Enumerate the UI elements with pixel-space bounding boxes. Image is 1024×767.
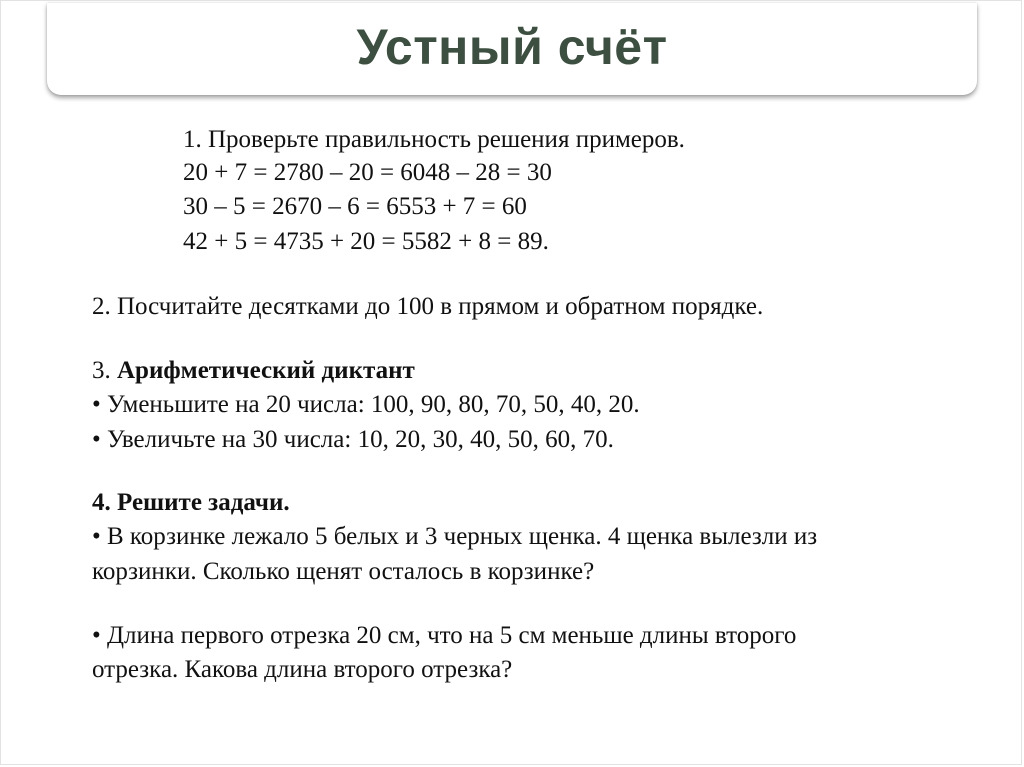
- task4-problem1-line: корзинки. Сколько щенят осталось в корзинке?: [92, 558, 595, 585]
- task2-text: 2. Посчитайте десятками до 100 в прямом и обратном порядке.: [92, 293, 764, 320]
- task4-heading: 4. Решите задачи.: [92, 489, 290, 516]
- task4-problem1-line: • В корзинке лежало 5 белых и 3 черных щенка. 4 щенка вылезли из: [92, 523, 818, 550]
- task1-row: 30 – 5 = 2670 – 6 = 6553 + 7 = 60: [183, 193, 527, 220]
- task4-problem2-line: отрезка. Какова длина второго отрезка?: [92, 656, 513, 683]
- page-title: Устный счёт: [356, 19, 668, 75]
- task3-heading: Арифметический диктант: [117, 357, 415, 384]
- task3-item: • Уменьшите на 20 числа: 100, 90, 80, 70, 50, 40, 20.: [92, 391, 640, 418]
- task1-heading: 1. Проверьте правильность решения примеров.: [183, 126, 685, 153]
- task3-item: • Увеличьте на 30 числа: 10, 20, 30, 40, 50, 60, 70.: [92, 426, 614, 453]
- task1-row: 42 + 5 = 4735 + 20 = 5582 + 8 = 89.: [183, 228, 549, 255]
- task1-row: 20 + 7 = 2780 – 20 = 6048 – 28 = 30: [183, 159, 552, 186]
- task3-heading-line: [92, 355, 415, 387]
- task3-number: 3.: [92, 357, 117, 384]
- task4-problem2-line: • Длина первого отрезка 20 см, что на 5 см меньше длины второго: [92, 622, 797, 649]
